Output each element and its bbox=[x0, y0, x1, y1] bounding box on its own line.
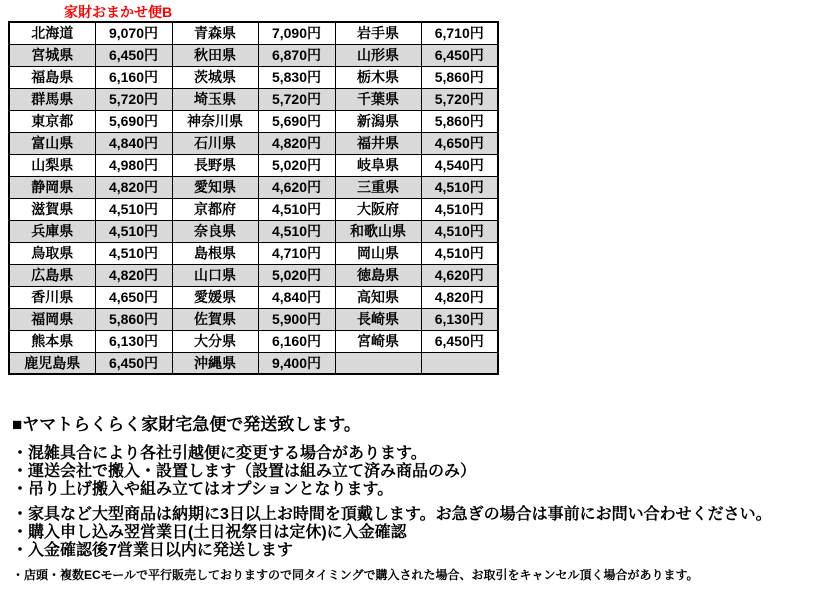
price-cell: 4,840円 bbox=[258, 286, 335, 308]
price-cell: 4,650円 bbox=[95, 286, 172, 308]
table-row bbox=[9, 132, 498, 154]
prefecture-cell: 福井県 bbox=[335, 132, 421, 154]
price-cell: 6,160円 bbox=[258, 330, 335, 352]
prefecture-cell: 岩手県 bbox=[335, 22, 421, 44]
prefecture-cell: 兵庫県 bbox=[9, 220, 95, 242]
prefecture-cell: 徳島県 bbox=[335, 264, 421, 286]
price-cell: 4,620円 bbox=[258, 176, 335, 198]
price-cell: 6,870円 bbox=[258, 44, 335, 66]
fee-table-body bbox=[9, 22, 498, 374]
prefecture-cell: 佐賀県 bbox=[172, 308, 258, 330]
prefecture-cell: 青森県 bbox=[172, 22, 258, 44]
note-bullet: ・混雑具合により各社引越便に変更する場合があります。 bbox=[12, 445, 427, 462]
notes-list bbox=[12, 445, 812, 560]
price-cell: 4,620円 bbox=[421, 264, 498, 286]
table-row bbox=[9, 220, 498, 242]
price-cell: 5,690円 bbox=[258, 110, 335, 132]
table-row bbox=[9, 22, 498, 44]
prefecture-cell: 愛知県 bbox=[172, 176, 258, 198]
price-cell: 4,510円 bbox=[95, 242, 172, 264]
shipping-plan-title: 家財おまかせ便B bbox=[64, 4, 173, 20]
price-cell: 4,510円 bbox=[258, 198, 335, 220]
price-cell: 4,980円 bbox=[95, 154, 172, 176]
prefecture-cell: 三重県 bbox=[335, 176, 421, 198]
price-cell: 4,510円 bbox=[95, 220, 172, 242]
prefecture-cell: 長崎県 bbox=[335, 308, 421, 330]
prefecture-cell: 神奈川県 bbox=[172, 110, 258, 132]
table-row bbox=[9, 44, 498, 66]
prefecture-cell: 石川県 bbox=[172, 132, 258, 154]
prefecture-cell: 岐阜県 bbox=[335, 154, 421, 176]
prefecture-cell: 大阪府 bbox=[335, 198, 421, 220]
prefecture-cell: 福島県 bbox=[9, 66, 95, 88]
prefecture-cell: 岡山県 bbox=[335, 242, 421, 264]
prefecture-cell bbox=[335, 352, 421, 374]
price-cell: 4,510円 bbox=[421, 220, 498, 242]
prefecture-cell: 大分県 bbox=[172, 330, 258, 352]
table-row bbox=[9, 286, 498, 308]
prefecture-cell: 鳥取県 bbox=[9, 242, 95, 264]
shipping-notes bbox=[12, 410, 812, 583]
price-cell: 4,820円 bbox=[95, 264, 172, 286]
prefecture-cell: 長野県 bbox=[172, 154, 258, 176]
prefecture-cell: 島根県 bbox=[172, 242, 258, 264]
price-cell: 6,450円 bbox=[95, 44, 172, 66]
prefecture-cell: 東京都 bbox=[9, 110, 95, 132]
table-row bbox=[9, 242, 498, 264]
prefecture-cell: 熊本県 bbox=[9, 330, 95, 352]
prefecture-cell: 高知県 bbox=[335, 286, 421, 308]
price-cell: 6,130円 bbox=[421, 308, 498, 330]
price-cell: 4,510円 bbox=[95, 198, 172, 220]
table-row bbox=[9, 110, 498, 132]
price-cell: 5,720円 bbox=[258, 88, 335, 110]
prefecture-cell: 宮城県 bbox=[9, 44, 95, 66]
prefecture-cell: 福岡県 bbox=[9, 308, 95, 330]
prefecture-cell: 滋賀県 bbox=[9, 198, 95, 220]
prefecture-cell: 新潟県 bbox=[335, 110, 421, 132]
price-cell: 4,540円 bbox=[421, 154, 498, 176]
price-cell: 6,450円 bbox=[421, 330, 498, 352]
price-cell: 5,020円 bbox=[258, 154, 335, 176]
prefecture-cell: 山口県 bbox=[172, 264, 258, 286]
table-row bbox=[9, 308, 498, 330]
note-bullet: ・家具など大型商品は納期に3日以上お時間を頂戴します。お急ぎの場合は事前にお問い合わせください。 bbox=[12, 506, 772, 523]
table-row bbox=[9, 198, 498, 220]
prefecture-cell: 埼玉県 bbox=[172, 88, 258, 110]
shipping-fee-table bbox=[8, 21, 499, 375]
table-row bbox=[9, 66, 498, 88]
price-cell: 4,510円 bbox=[421, 242, 498, 264]
price-cell: 5,690円 bbox=[95, 110, 172, 132]
price-cell: 4,510円 bbox=[421, 198, 498, 220]
table-row bbox=[9, 88, 498, 110]
note-bullet: ・入金確認後7営業日以内に発送します bbox=[12, 542, 293, 559]
price-cell: 6,130円 bbox=[95, 330, 172, 352]
table-row bbox=[9, 330, 498, 352]
price-cell: 5,860円 bbox=[421, 110, 498, 132]
notes-heading: ■ヤマトらくらく家財宅急便で発送致します。 bbox=[12, 415, 361, 434]
price-cell: 5,860円 bbox=[95, 308, 172, 330]
table-row bbox=[9, 176, 498, 198]
prefecture-cell: 山形県 bbox=[335, 44, 421, 66]
price-cell: 6,710円 bbox=[421, 22, 498, 44]
prefecture-cell: 千葉県 bbox=[335, 88, 421, 110]
price-cell: 6,450円 bbox=[421, 44, 498, 66]
prefecture-cell: 宮崎県 bbox=[335, 330, 421, 352]
prefecture-cell: 香川県 bbox=[9, 286, 95, 308]
note-bullet: ・運送会社で搬入・設置します（設置は組み立て済み商品のみ） bbox=[12, 463, 477, 480]
prefecture-cell: 秋田県 bbox=[172, 44, 258, 66]
note-bullet: ・購入申し込み翌営業日(土日祝祭日は定休)に入金確認 bbox=[12, 524, 407, 541]
price-cell: 5,020円 bbox=[258, 264, 335, 286]
price-cell: 5,860円 bbox=[421, 66, 498, 88]
prefecture-cell: 茨城県 bbox=[172, 66, 258, 88]
price-cell: 4,820円 bbox=[421, 286, 498, 308]
prefecture-cell: 富山県 bbox=[9, 132, 95, 154]
note-bullet: ・吊り上げ搬入や組み立てはオプションとなります。 bbox=[12, 481, 394, 498]
prefecture-cell: 沖縄県 bbox=[172, 352, 258, 374]
prefecture-cell: 奈良県 bbox=[172, 220, 258, 242]
price-cell: 4,820円 bbox=[95, 176, 172, 198]
prefecture-cell: 広島県 bbox=[9, 264, 95, 286]
price-cell: 4,650円 bbox=[421, 132, 498, 154]
price-cell: 6,160円 bbox=[95, 66, 172, 88]
price-cell: 7,090円 bbox=[258, 22, 335, 44]
table-row bbox=[9, 154, 498, 176]
price-cell: 5,900円 bbox=[258, 308, 335, 330]
prefecture-cell: 群馬県 bbox=[9, 88, 95, 110]
prefecture-cell: 鹿児島県 bbox=[9, 352, 95, 374]
table-row bbox=[9, 352, 498, 374]
prefecture-cell: 静岡県 bbox=[9, 176, 95, 198]
price-cell: 5,720円 bbox=[95, 88, 172, 110]
price-cell: 6,450円 bbox=[95, 352, 172, 374]
prefecture-cell: 愛媛県 bbox=[172, 286, 258, 308]
price-cell: 9,400円 bbox=[258, 352, 335, 374]
price-cell: 4,510円 bbox=[258, 220, 335, 242]
prefecture-cell: 和歌山県 bbox=[335, 220, 421, 242]
price-cell: 4,710円 bbox=[258, 242, 335, 264]
prefecture-cell: 京都府 bbox=[172, 198, 258, 220]
price-cell: 5,830円 bbox=[258, 66, 335, 88]
table-row bbox=[9, 264, 498, 286]
prefecture-cell: 栃木県 bbox=[335, 66, 421, 88]
price-cell: 4,840円 bbox=[95, 132, 172, 154]
price-cell: 9,070円 bbox=[95, 22, 172, 44]
prefecture-cell: 北海道 bbox=[9, 22, 95, 44]
prefecture-cell: 山梨県 bbox=[9, 154, 95, 176]
price-cell: 5,720円 bbox=[421, 88, 498, 110]
price-cell: 4,510円 bbox=[421, 176, 498, 198]
price-cell bbox=[421, 352, 498, 374]
fine-print-note: ・店頭・複数ECモールで平行販売しておりますので同タイミングで購入された場合、お取引をキャンセル頂く場合があります。 bbox=[12, 568, 699, 582]
price-cell: 4,820円 bbox=[258, 132, 335, 154]
